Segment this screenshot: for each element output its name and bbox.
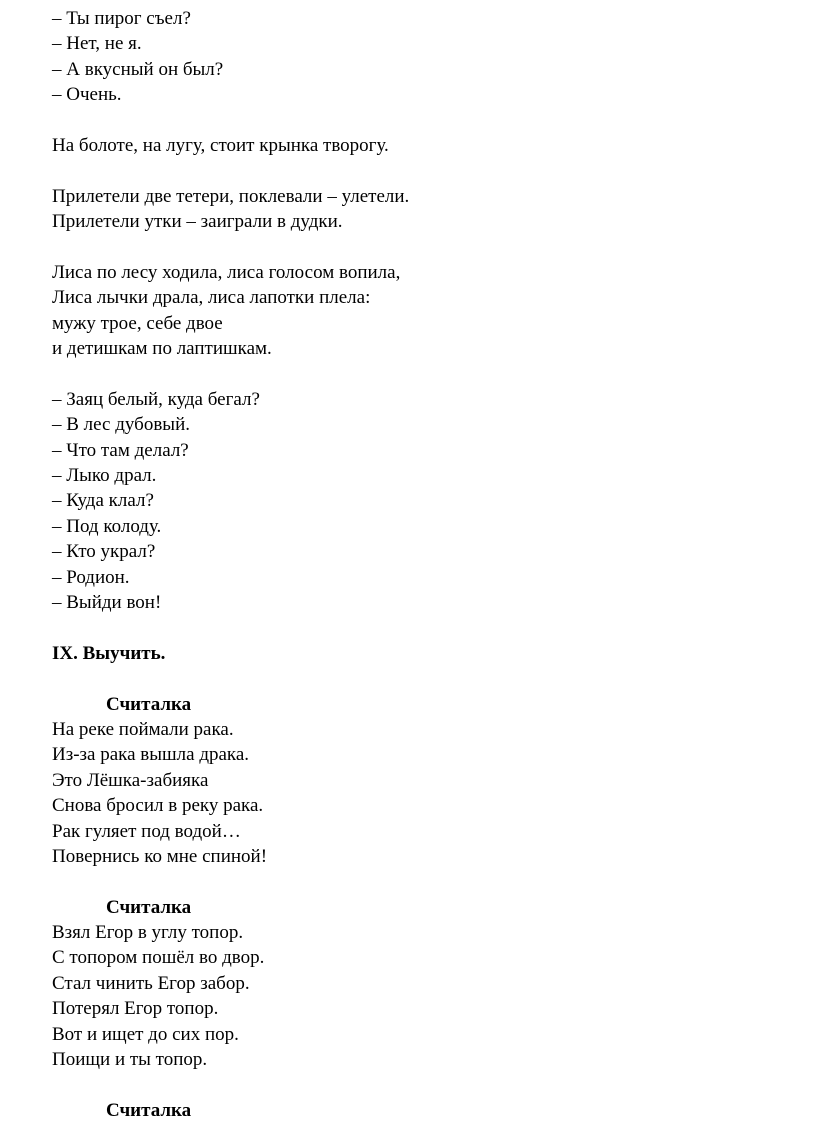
text-line: Вот и ищет до сих пор. [52,1023,239,1045]
blank-line [52,108,792,133]
text-line: – Что там делал? [52,439,189,461]
text-line: Это Лёшка-забияка [52,769,209,791]
text-line: – В лес дубовый. [52,414,190,436]
text-line: – Заяц белый, куда бегал? [52,388,260,410]
verse-teteri [52,184,792,235]
text-line: Стал чинить Егор забор. [52,972,250,994]
text-line: – Кто украл? [52,541,156,563]
text-line: Прилетели две тетери, поклевали – улетели. [52,185,410,207]
text-line: С топором пошёл во двор. [52,947,265,969]
text-line: На болоте, на лугу, стоит крынка творогу. [52,134,389,156]
text-line: мужу трое, себе двое [52,312,223,334]
blank-line [52,666,792,691]
text-line: Из-за рака вышла драка. [52,744,250,766]
text-line: – Ты пирог съел? [52,8,191,29]
text-line: – Выйди вон! [52,591,162,613]
document-page [52,6,792,1123]
text-line: – А вкусный он был? [52,58,224,80]
text-line: – Родион. [52,566,130,588]
poem-title: Считалка [106,1099,192,1121]
text-line: Лиса лычки драла, лиса лапотки плела: [52,287,371,309]
section-heading: IX. Выучить. [52,642,166,664]
text-line: – Нет, не я. [52,33,142,55]
text-line: Повернись ко мне спиной! [52,845,268,867]
blank-line [52,235,792,260]
text-line: Поищи и ты топор. [52,1049,208,1071]
text-line: Прилетели утки – заиграли в дудки. [52,211,343,233]
text-line: Снова бросил в реку рака. [52,795,264,817]
verse-bog [52,133,792,158]
text-line: – Куда клал? [52,490,154,512]
schitalka-1 [52,692,792,870]
text-line: – Очень. [52,84,122,106]
poem-title: Считалка [106,693,192,715]
blank-line [52,158,792,183]
text-line: Рак гуляет под водой… [52,820,241,842]
text-line: – Лыко драл. [52,465,157,487]
dialog-pirog [52,6,792,108]
text-line: Взял Егор в углу топор. [52,922,244,944]
schitalka-2 [52,895,792,1073]
text-line: Лиса по лесу ходила, лиса голосом вопила, [52,261,401,283]
verse-lisa [52,260,792,362]
text-line: На реке поймали рака. [52,718,234,740]
dialog-zayac [52,387,792,616]
blank-line [52,1072,792,1097]
text-line: – Под колоду. [52,515,162,537]
blank-line [52,869,792,894]
text-line: Потерял Егор топор. [52,998,219,1020]
blank-line [52,361,792,386]
blank-line [52,615,792,640]
poem-title: Считалка [106,896,192,918]
schitalka-3 [52,1098,792,1123]
text-line: и детишкам по лаптишкам. [52,338,272,360]
